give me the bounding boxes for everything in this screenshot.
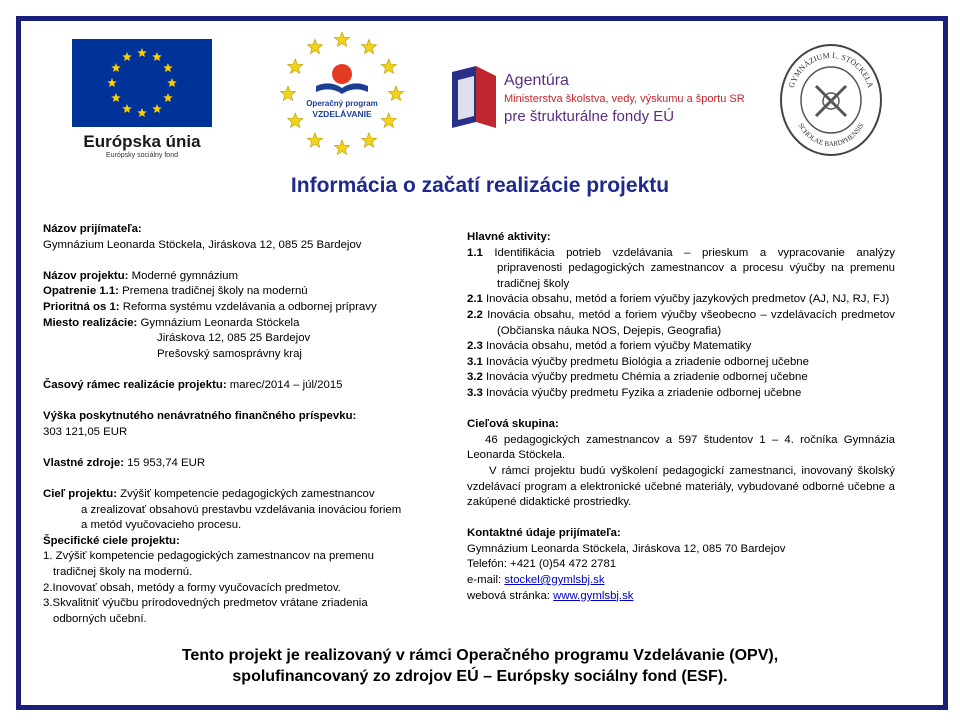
measure-value: Premena tradičnej školy na modernú xyxy=(118,285,308,298)
footer xyxy=(0,645,960,687)
own-value: 15 953,74 EUR xyxy=(124,456,206,469)
eu-star-icon xyxy=(163,93,173,102)
web-label: webová stránka: xyxy=(467,589,554,602)
activity-item xyxy=(467,246,895,293)
target-text-2: V rámci projektu budú vyškolení pedagogickí zamestnanci, inovovaný školský vzdelávací program a elektronické učebné materiály, vybudované odborné učebne a zakúpené didaktické prostriedky. xyxy=(467,464,895,509)
opv-star-icon xyxy=(361,39,376,53)
own-label: Vlastné zdroje: xyxy=(43,456,125,469)
agentura-logo xyxy=(446,62,766,132)
eu-logo xyxy=(72,39,212,163)
specific-2: 2.Inovovať obsah, metódy a formy vyučovacích predmetov. xyxy=(43,581,341,594)
activity-item xyxy=(467,355,895,371)
measure-label: Opatrenie 1.1: xyxy=(43,285,119,298)
opv-line2: VZDELÁVANIE xyxy=(312,109,372,119)
activity-text: Inovácia výučby predmetu Fyzika a zriadenie odbornej učebne xyxy=(482,386,802,399)
eu-star-icon xyxy=(152,104,162,113)
opv-star-icon xyxy=(307,39,322,53)
goal-line-3: a metód vyučovacieho procesu. xyxy=(81,519,242,532)
right-column xyxy=(467,230,895,604)
activity-text: Inovácia výučby predmetu Chémia a zriadenie odbornej učebne xyxy=(482,371,808,384)
grant-label: Výška poskytnutého nenávratného finančného príspevku: xyxy=(43,410,357,423)
opv-star-icon xyxy=(388,86,403,100)
eu-star-icon xyxy=(111,93,121,102)
activity-text: Inovácia výučby predmetu Biológia a zriadenie odbornej učebne xyxy=(482,355,809,368)
seal-top-text: GYMNÁZIUM L. STÖCKELA xyxy=(786,50,876,89)
opv-star-icon xyxy=(307,133,322,147)
eu-star-icon xyxy=(137,48,147,57)
opv-star-icon xyxy=(381,59,396,73)
contact-phone: Telefón: +421 (0)54 472 2781 xyxy=(467,558,617,571)
activity-number: 2.3 xyxy=(467,340,483,353)
opv-logo xyxy=(278,30,406,158)
specific-label: Špecifické ciele projektu: xyxy=(43,534,180,547)
activity-number: 1.1 xyxy=(467,246,483,259)
eu-star-icon xyxy=(122,52,132,61)
contact-label: Kontaktné údaje prijímateľa: xyxy=(467,527,621,540)
opv-star-icon xyxy=(334,32,349,46)
opv-star-icon xyxy=(361,133,376,147)
activity-item xyxy=(467,370,895,386)
school-seal-logo xyxy=(778,40,884,158)
contact-address: Gymnázium Leonarda Stöckela, Jiráskova 12, 085 70 Bardejov xyxy=(467,542,786,555)
eu-logo-title: Európska únia xyxy=(83,132,201,151)
web-link[interactable]: www.gymlsbj.sk xyxy=(553,589,634,602)
place-value-1: Gymnázium Leonarda Stöckela xyxy=(137,316,300,329)
eu-star-icon xyxy=(163,63,173,72)
eu-logo-subtitle: Európsky sociálny fond xyxy=(106,152,178,159)
activity-text: Identifikácia potrieb vzdelávania – prieskum a vypracovanie analýzy pripravenosti pedagogických zamestnancov a procesu výučby na premenu tradičnej školy xyxy=(482,246,895,290)
activity-item xyxy=(467,292,895,308)
target-label: Cieľová skupina: xyxy=(467,418,559,431)
recipient-value: Gymnázium Leonarda Stöckela, Jiráskova 12, 085 25 Bardejov xyxy=(43,238,362,251)
left-column xyxy=(43,222,455,627)
activity-number: 3.2 xyxy=(467,371,483,384)
agentura-line3: pre štrukturálne fondy EÚ xyxy=(504,108,675,125)
eu-star-icon xyxy=(152,52,162,61)
agentura-line1: Agentúra xyxy=(504,72,569,89)
eu-star-icon xyxy=(167,78,177,87)
specific-3a: 3.Skvalitniť výučbu prírodovedných predmetov vrátane zriadenia xyxy=(43,597,368,610)
activity-number: 2.2 xyxy=(467,308,483,321)
goal-label: Cieľ projektu: xyxy=(43,488,118,501)
priority-value: Reforma systému vzdelávania a odbornej prípravy xyxy=(119,300,377,313)
opv-star-icon xyxy=(288,113,303,127)
agentura-line2: Ministerstva školstva, vedy, výskumu a športu SR xyxy=(504,93,745,105)
goal-line-2: a zrealizovať obsahovú prestavbu vzdelávania inováciou foriem xyxy=(81,503,402,516)
activity-item xyxy=(467,308,895,339)
agentura-book-icon xyxy=(446,62,502,132)
place-value-3: Prešovský samosprávny kraj xyxy=(157,347,302,360)
goal-line-1: Zvýšiť kompetencie pedagogických zamestnancov xyxy=(117,488,375,501)
email-link[interactable]: stockel@gymlsbj.sk xyxy=(504,574,605,587)
activities-label: Hlavné aktivity: xyxy=(467,231,551,243)
specific-3b: odborných učební. xyxy=(53,612,147,625)
target-text-1: 46 pedagogických zamestnancov a 597 študentov 1 – 4. ročníka Gymnázia Leonarda Stöckela. xyxy=(467,433,895,462)
eu-star-icon xyxy=(122,104,132,113)
grant-value: 303 121,05 EUR xyxy=(43,425,128,438)
recipient-label: Názov prijímateľa: xyxy=(43,223,142,235)
activity-number: 2.1 xyxy=(467,293,483,306)
email-label: e-mail: xyxy=(467,574,505,587)
activity-number: 3.1 xyxy=(467,355,483,368)
opv-line1: Operačný program xyxy=(306,99,378,108)
project-value: Moderné gymnázium xyxy=(128,269,238,282)
activity-item xyxy=(467,386,895,402)
activity-text: Inovácia obsahu, metód a foriem výučby všeobecno – vzdelávacích predmetov (Občianska náuka NOS, Dejepis, Geografia) xyxy=(482,308,895,337)
opv-star-icon xyxy=(288,59,303,73)
eu-star-icon xyxy=(111,63,121,72)
time-value: marec/2014 – júl/2015 xyxy=(226,378,343,391)
project-label: Názov projektu: xyxy=(43,269,129,282)
time-label: Časový rámec realizácie projektu: xyxy=(43,378,227,391)
activity-text: Inovácia obsahu, metód a foriem výučby Matematiky xyxy=(482,340,752,353)
activity-item xyxy=(467,339,895,355)
opv-star-icon xyxy=(381,113,396,127)
priority-label: Prioritná os 1: xyxy=(43,300,120,313)
footer-line-2: spolufinancovaný zo zdrojov EÚ – Európsky sociálny fond (ESF). xyxy=(232,668,728,685)
specific-1b: tradičnej školy na modernú. xyxy=(53,566,193,579)
eu-star-icon xyxy=(137,108,147,117)
page-title: Informácia o začatí realizácie projektu xyxy=(290,174,670,197)
place-label: Miesto realizácie: xyxy=(43,316,138,329)
place-value-2: Jiráskova 12, 085 25 Bardejov xyxy=(157,332,311,345)
activity-number: 3.3 xyxy=(467,386,483,399)
footer-line-1: Tento projekt je realizovaný v rámci Operačného programu Vzdelávanie (OPV), xyxy=(181,647,779,664)
opv-star-icon xyxy=(280,86,295,100)
eu-flag-icon xyxy=(72,39,212,127)
eu-star-icon xyxy=(107,78,117,87)
activity-text: Inovácia obsahu, metód a foriem výučby jazykových predmetov (AJ, NJ, RJ, FJ) xyxy=(482,293,890,306)
activities-list xyxy=(467,246,895,402)
opv-star-icon xyxy=(334,140,349,154)
seal-bottom-text: SCHOLAE BARDPHENSIS xyxy=(796,121,866,149)
specific-1a: 1. Zvýšiť kompetencie pedagogických zamestnancov na premenu xyxy=(43,550,374,563)
